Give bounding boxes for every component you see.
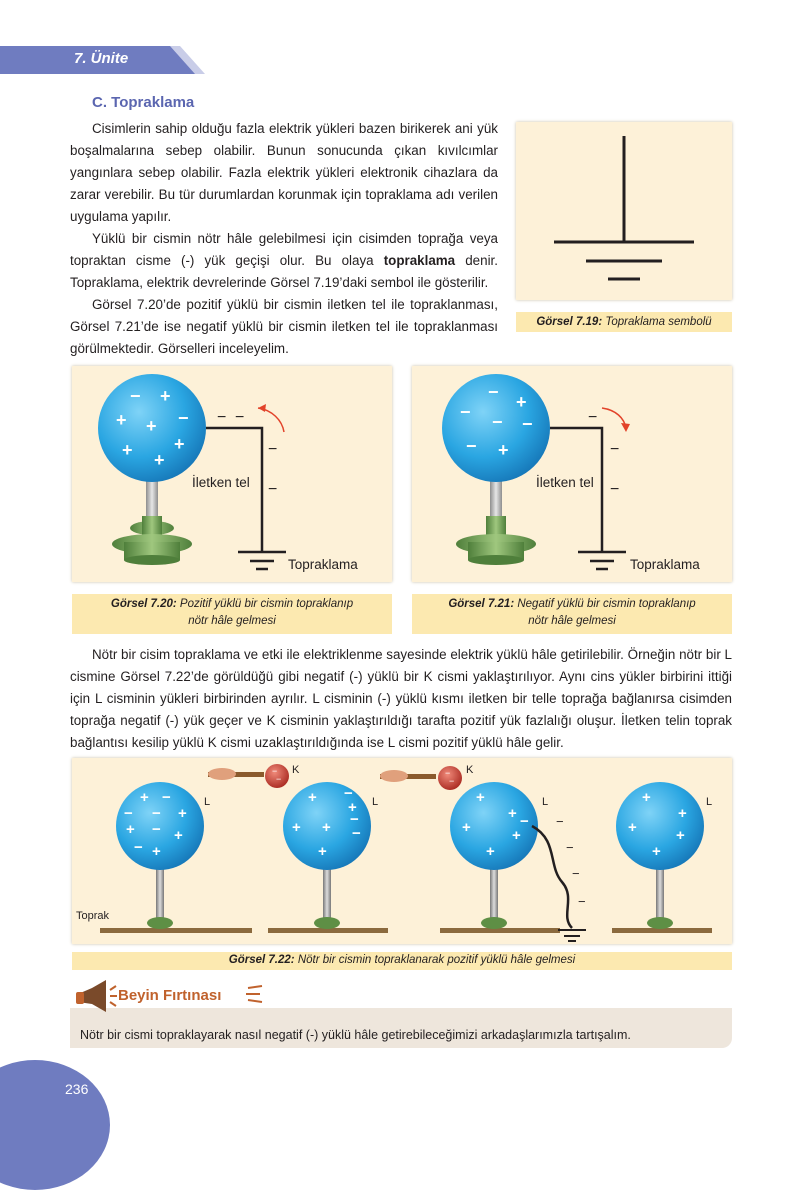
section-title: C. Topraklama (92, 94, 195, 111)
svg-text:−: − (124, 805, 133, 822)
svg-text:+: + (146, 416, 157, 436)
svg-text:+: + (174, 827, 183, 844)
svg-text:+: + (140, 789, 149, 806)
svg-text:−: − (130, 386, 141, 406)
caption-7-19-num: Görsel 7.19: (536, 316, 603, 328)
svg-text:+: + (292, 819, 301, 836)
caption-7-19-text: Topraklama sembolü (602, 316, 712, 328)
svg-text:−: − (578, 894, 586, 909)
brainstorm-accent-icon (244, 984, 266, 1004)
paragraph-1: Cisimlerin sahip olduğu fazla elektrik yükleri bazen birikerek ani yük boşalmalarına sebep olabilir. Bunun sonucunda çıkan kıvılcımlar yangınlara sebep olabilir. Fazla elektrik yükleri elektronik cihazlara da zarar verebilir. Bu tür durumlardan korunmak için topraklama adı verilen uygulama yapılır. (70, 121, 498, 224)
svg-text:+: + (462, 819, 471, 836)
svg-text:−: − (162, 789, 171, 806)
figure-7-22-l-label-1: L (204, 796, 211, 808)
ground-symbol-icon (516, 122, 732, 300)
svg-text:+: + (178, 805, 187, 822)
svg-text:+: + (122, 440, 133, 460)
svg-text:−: − (466, 436, 477, 456)
svg-text:−: − (572, 866, 580, 881)
figure-7-21-illustration (412, 366, 732, 582)
svg-text:+: + (116, 410, 127, 430)
svg-text:+: + (652, 843, 661, 860)
figure-7-19 (516, 122, 732, 300)
svg-text:−: − (488, 382, 499, 402)
svg-text:+: + (642, 789, 651, 806)
svg-text:−: − (272, 766, 278, 776)
svg-text:−: − (152, 821, 161, 838)
caption-7-20-line1: Pozitif yüklü bir cismin topraklanıp (176, 598, 354, 610)
figure-7-22-l-label-2: L (372, 796, 379, 808)
svg-text:−: − (492, 412, 503, 432)
caption-7-20 (72, 594, 392, 634)
svg-text:−: − (445, 768, 451, 778)
paragraph-4: Nötr bir cisim topraklama ve etki ile elektriklenme sayesinde elektrik yüklü hâle getirilebilir. Örneğin nötr bir L cismine Görsel 7.22’de görüldüğü gibi negatif (-) yüklü bir K cismi yaklaştırılıyor. Aynı cins yükler birbirini ittiği için L cisminin yükleri birbirinden ayrılır. L cisminin (-) yüklü kısmı iletken bir telle toprağa bağlanırsa cisimden toprağa negatif (-) yük geçer ve K cisminin yaklaştırıldığı tarafta pozitif yük fazlalığı oluşur. İletken telin toprak bağlantısı kesilip yüklü K cismi uzaklaştırıldığında ise L cismi pozitif yüklü hâle gelir. (70, 647, 732, 750)
paragraph-2-text-b: denir. Topraklama, elektrik devrelerinde Görsel 7.19’daki sembol ile gösterilir. (70, 253, 498, 290)
caption-7-21-num: Görsel 7.21: (448, 598, 515, 610)
caption-7-21 (412, 594, 732, 634)
figure-7-21-ground-label: Topraklama (630, 557, 700, 572)
svg-text:+: + (154, 450, 165, 470)
svg-text:−: − (449, 776, 455, 786)
svg-text:+: + (498, 440, 509, 460)
caption-7-22-num: Görsel 7.22: (228, 954, 295, 966)
svg-text:+: + (348, 799, 357, 816)
svg-text:+: + (318, 843, 327, 860)
svg-text:−: − (178, 408, 189, 428)
page-number-badge (0, 1060, 110, 1190)
svg-text:−: − (566, 840, 574, 855)
page-number: 236 (65, 1081, 89, 1097)
svg-text:−: − (520, 813, 529, 830)
svg-text:−: − (152, 805, 161, 822)
megaphone-icon (72, 980, 118, 1016)
figure-7-22 (72, 758, 732, 944)
figure-7-22-k-label-2: K (466, 764, 474, 776)
unit-label: 7. Ünite (74, 50, 129, 67)
svg-text:−: − (610, 441, 620, 458)
svg-text:−: − (344, 785, 353, 802)
figure-7-22-illustration (72, 758, 732, 944)
svg-text:+: + (628, 819, 637, 836)
svg-text:−: − (556, 814, 564, 829)
svg-text:−: − (276, 774, 282, 784)
svg-text:−: − (235, 409, 245, 426)
caption-7-20-num: Görsel 7.20: (110, 598, 177, 610)
figure-7-21-wire-label: İletken tel (536, 475, 594, 490)
brainstorm-title: Beyin Fırtınası (118, 987, 222, 1004)
svg-text:−: − (134, 839, 143, 856)
paragraph-2-bold: topraklama (383, 253, 456, 268)
svg-text:+: + (678, 805, 687, 822)
svg-text:+: + (322, 819, 331, 836)
svg-text:+: + (152, 843, 161, 860)
svg-text:−: − (610, 481, 620, 498)
figure-7-22-ground-label: Toprak (76, 910, 110, 922)
svg-text:+: + (676, 827, 685, 844)
caption-7-21-line1: Negatif yüklü bir cismin topraklanıp (514, 598, 696, 610)
caption-7-22 (72, 952, 732, 970)
caption-7-20-line2: nötr hâle gelmesi (188, 615, 276, 627)
svg-text:−: − (522, 414, 533, 434)
svg-text:+: + (476, 789, 485, 806)
figure-7-22-k-label-1: K (292, 764, 300, 776)
svg-text:+: + (516, 392, 527, 412)
figure-7-22-l-label-4: L (706, 796, 713, 808)
svg-text:+: + (308, 789, 317, 806)
svg-text:+: + (508, 805, 517, 822)
paragraph-2 (70, 228, 498, 294)
figure-7-22-l-label-3: L (542, 796, 549, 808)
svg-text:+: + (174, 434, 185, 454)
figure-7-21 (412, 366, 732, 582)
svg-text:+: + (512, 827, 521, 844)
brainstorm-question: Nötr bir cismi topraklayarak nasıl negatif (-) yüklü hâle getirebileceğimizi arkadaşlarımızla tartışalım. (80, 1028, 631, 1042)
figure-7-20-wire-label: İletken tel (192, 475, 250, 490)
svg-text:−: − (350, 811, 359, 828)
svg-text:+: + (160, 386, 171, 406)
svg-text:+: + (126, 821, 135, 838)
caption-7-19 (516, 312, 732, 332)
svg-text:−: − (268, 481, 278, 498)
svg-text:+: + (486, 843, 495, 860)
svg-text:−: − (588, 409, 598, 426)
figure-7-20-ground-label: Topraklama (288, 557, 358, 572)
figure-7-20-illustration (72, 366, 392, 582)
svg-text:−: − (352, 825, 361, 842)
caption-7-22-text: Nötr bir cismin topraklanarak pozitif yüklü hâle gelmesi (294, 954, 576, 966)
figure-7-20 (72, 366, 392, 582)
paragraph-2-text-a: Yüklü bir cismin nötr hâle gelebilmesi için cisimden toprağa veya topraktan cisme (-) yük geçişi olur. Bu olaya (70, 231, 498, 268)
caption-7-21-line2: nötr hâle gelmesi (528, 615, 616, 627)
svg-text:−: − (268, 441, 278, 458)
svg-text:−: − (460, 402, 471, 422)
paragraph-3: Görsel 7.20’de pozitif yüklü bir cismin iletken tel ile topraklanması, Görsel 7.21’de ise negatif yüklü bir cismin iletken tel ile topraklanması görülmektedir. Görselleri inceleyelim. (70, 297, 498, 356)
svg-text:−: − (217, 409, 227, 426)
